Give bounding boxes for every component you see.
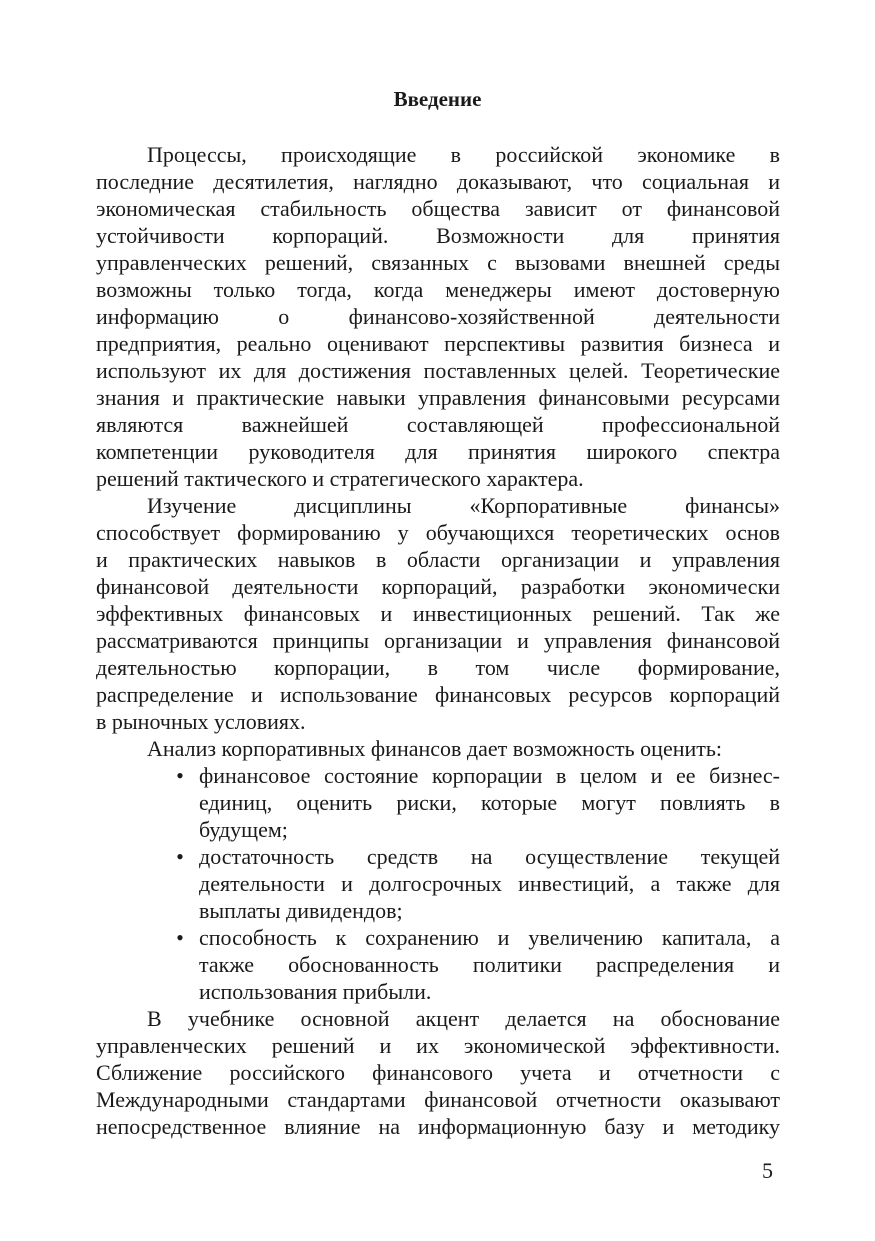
- text-line: будущем;: [199, 817, 288, 842]
- text-line: компетенции руководителя для принятия широкого спектра: [96, 439, 780, 464]
- page-number: 5: [762, 1158, 773, 1183]
- paragraph: [96, 1005, 780, 1140]
- bullet-list: [96, 762, 780, 1005]
- text-line: управленческих решений и их экономической эффективности.: [96, 1033, 780, 1058]
- text-line: устойчивости корпораций. Возможности для принятия: [96, 223, 780, 248]
- text-line: распределение и использование финансовых ресурсов корпораций: [96, 682, 780, 707]
- text-line: знания и практические навыки управления финансовыми ресурсами: [96, 385, 780, 410]
- list-item: [96, 924, 780, 1005]
- text-line: эффективных финансовых и инвестиционных решений. Так же: [96, 601, 780, 626]
- text-line: непосредственное влияние на информационную базу и методику: [96, 1114, 780, 1139]
- text-line: предприятия, реально оценивают перспективы развития бизнеса и: [96, 331, 780, 356]
- text-line: информацию о финансово-хозяйственной деятельности: [96, 304, 780, 329]
- text-line: используют их для достижения поставленных целей. Теоретические: [96, 358, 780, 383]
- text-line: и практических навыков в области организации и управления: [96, 547, 780, 572]
- text-line: управленческих решений, связанных с вызовами внешней среды: [96, 250, 780, 275]
- text-line: Анализ корпоративных финансов дает возможность оценить:: [147, 736, 723, 761]
- text-line: являются важнейшей составляющей профессиональной: [96, 412, 780, 437]
- text-line: способствует формированию у обучающихся теоретических основ: [96, 520, 780, 545]
- text-line: выплаты дивидендов;: [199, 898, 403, 923]
- text-line: деятельностью корпорации, в том числе формирование,: [96, 655, 780, 680]
- text-line: Международными стандартами финансовой отчетности оказывают: [96, 1087, 780, 1112]
- text-line: финансовой деятельности корпораций, разработки экономически: [96, 574, 780, 599]
- text-line: Изучение дисциплины «Корпоративные финансы»: [147, 493, 780, 518]
- text-line: в рыночных условиях.: [96, 709, 306, 734]
- paragraph: [96, 735, 780, 762]
- bullet-icon: •: [176, 763, 184, 788]
- paragraph: [96, 492, 780, 735]
- text-line: решений тактического и стратегического характера.: [96, 466, 584, 491]
- page-title: Введение: [393, 87, 482, 111]
- list-item: [96, 762, 780, 843]
- text-line: последние десятилетия, наглядно доказывают, что социальная и: [96, 169, 780, 194]
- text-line: В учебнике основной акцент делается на обоснование: [147, 1006, 780, 1031]
- text-line: Процессы, происходящие в российской экономике в: [147, 142, 780, 167]
- text-line: экономическая стабильность общества зависит от финансовой: [96, 196, 780, 221]
- text-line: достаточность средств на осуществление текущей: [199, 844, 780, 869]
- text-line: единиц, оценить риски, которые могут повлиять в: [199, 790, 780, 815]
- list-item: [96, 843, 780, 924]
- document-body: [96, 141, 780, 1140]
- text-line: возможны только тогда, когда менеджеры имеют достоверную: [96, 277, 780, 302]
- text-line: использования прибыли.: [199, 979, 432, 1004]
- bullet-icon: •: [176, 925, 184, 950]
- paragraph: [96, 141, 780, 492]
- text-line: также обоснованность политики распределения и: [199, 952, 780, 977]
- text-line: деятельности и долгосрочных инвестиций, а также для: [199, 871, 780, 896]
- text-line: рассматриваются принципы организации и управления финансовой: [96, 628, 780, 653]
- text-line: Сближение российского финансового учета и отчетности с: [96, 1060, 780, 1085]
- text-line: способность к сохранению и увеличению капитала, а: [199, 925, 780, 950]
- bullet-icon: •: [176, 844, 184, 869]
- text-line: финансовое состояние корпорации в целом и ее бизнес-: [199, 763, 780, 788]
